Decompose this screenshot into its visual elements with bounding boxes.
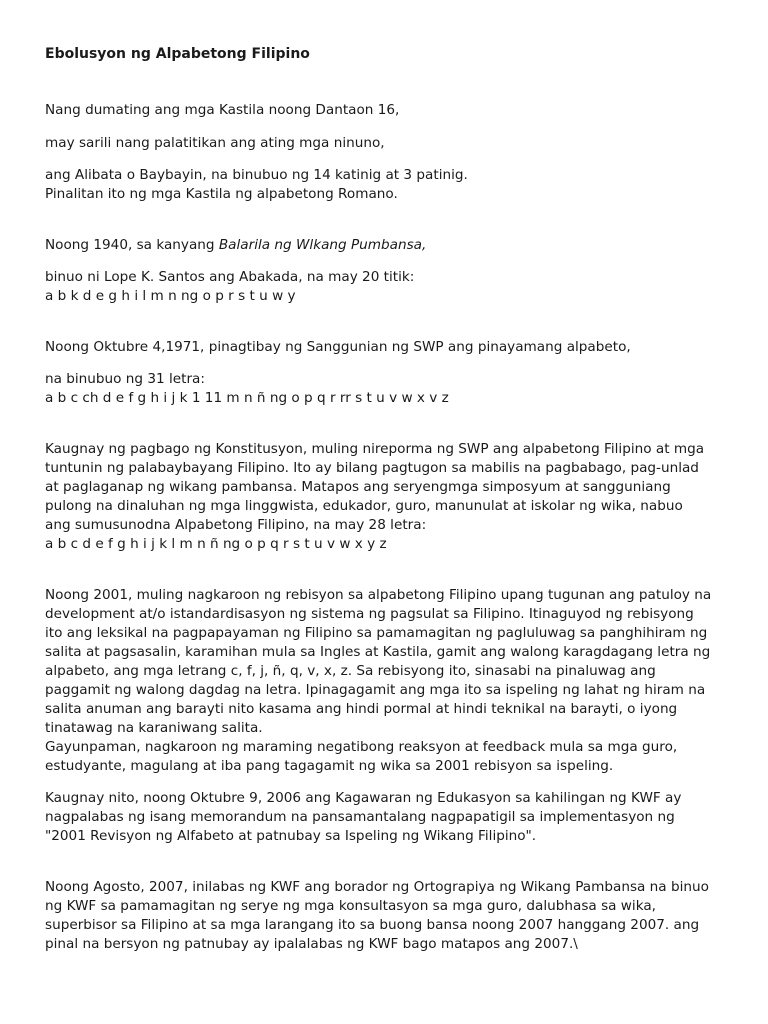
paragraph-1 — [45, 101, 399, 120]
paragraph-8 — [45, 440, 704, 554]
text-line: ang sumusunodna Alpabetong Filipino, na may 28 letra: — [45, 517, 427, 533]
text-line: alpabeto, ang mga letrang c, f, j, ñ, q, v, x, z. Sa rebisyong ito, sinasabi na pinaluwag ang — [45, 663, 656, 679]
text-line: tuntunin ng palabaybayang Filipino. Ito ay bilang pagtugon sa mabilis na pagbabago, pag-unlad — [45, 460, 699, 476]
text-line: Noong Agosto, 2007, inilabas ng KWF ang borador ng Ortograpiya ng Wikang Pambansa na binuo — [45, 879, 709, 895]
paragraph-4 — [45, 236, 426, 255]
text-line: at paglaganap ng wikang pambansa. Matapos ang seryengmga simposyum at sangguniang — [45, 479, 671, 495]
text-line: "2001 Revisyon ng Alfabeto at patnubay sa Ispeling ng Wikang Filipino". — [45, 828, 537, 844]
document-title: Ebolusyon ng Alpabetong Filipino — [45, 46, 310, 62]
paragraph-7 — [45, 370, 449, 408]
text-line: salita anuman ang barayti nito kasama ang hindi pormal at hindi teknikal na barayti, o iyong — [45, 701, 678, 717]
text-line: development at/o istandardisasyon ng sistema ng pagsulat sa Filipino. Itinaguyod ng rebisyong — [45, 606, 694, 622]
text-line: Kaugnay nito, noong Oktubre 9, 2006 ang Kagawaran ng Edukasyon sa kahilingan ng KWF ay — [45, 790, 682, 806]
text-prefix: Noong 1940, sa kanyang — [45, 237, 219, 253]
text-line: pinal na bersyon ng patnubay ay ipalalabas ng KWF bago matapos ang 2007.\ — [45, 936, 578, 952]
text-line: binuo ni Lope K. Santos ang Abakada, na may 20 titik: — [45, 269, 415, 285]
text-line: nagpalabas ng isang memorandum na pansamantalang nagpapatigil sa implementasyon ng — [45, 809, 675, 825]
text-line: pulong na dinaluhan ng mga linggwista, edukador, guro, manunulat at iskolar ng wika, nabuo — [45, 498, 683, 514]
text-line: na binubuo ng 31 letra: — [45, 371, 205, 387]
text-line: ng KWF sa pamamagitan ng serye ng mga konsultasyon sa mga guro, dalubhasa sa wika, — [45, 898, 656, 914]
text-line: Nang dumating ang mga Kastila noong Dantaon 16, — [45, 102, 400, 118]
text-line: paggamit ng walong dagdag na letra. Ipinagagamit ang mga ito sa ispeling ng lahat ng hiram na — [45, 682, 706, 698]
text-line: Kaugnay ng pagbago ng Konstitusyon, muling nireporma ng SWP ang alpabetong Filipino at mga — [45, 441, 705, 457]
paragraph-11 — [45, 878, 709, 954]
paragraph-10 — [45, 789, 681, 846]
text-line: ang Alibata o Baybayin, na binubuo ng 14 katinig at 3 patinig. — [45, 167, 468, 183]
text-line: superbisor sa Filipino at sa mga larangang ito sa buong bansa noong 2007 hanggang 2007. ang — [45, 917, 700, 933]
text-line: Gayunpaman, nagkaroon ng maraming negatibong reaksyon at feedback mula sa mga guro, — [45, 739, 678, 755]
text-line: estudyante, magulang at iba pang tagagamit ng wika sa 2001 rebisyon sa ispeling. — [45, 758, 614, 774]
text-line: Noong Oktubre 4,1971, pinagtibay ng Sanggunian ng SWP ang pinayamang alpabeto, — [45, 339, 631, 355]
text-line: may sarili nang palatitikan ang ating mga ninuno, — [45, 135, 385, 151]
alphabet-line: a b c ch d e f g h i j k 1 11 m n ñ ng o p q r rr s t u v w x v z — [45, 390, 449, 406]
text-line: Pinalitan ito ng mga Kastila ng alpabetong Romano. — [45, 186, 398, 202]
text-line: salita at pagsasalin, karamihan mula sa Ingles at Kastila, gamit ang walong karagdagang letra ng — [45, 644, 711, 660]
paragraph-9 — [45, 586, 711, 776]
paragraph-6 — [45, 338, 631, 357]
alphabet-line: a b k d e g h i l m n ng o p r s t u w y — [45, 288, 296, 304]
book-title: Balarila ng Wlkang Pumbansa, — [218, 237, 427, 253]
text-line: ito ang leksikal na pagpapayaman ng Filipino sa pamamagitan ng pagluluwag sa panghihiram ng — [45, 625, 708, 641]
paragraph-5 — [45, 268, 414, 306]
text-line: tinatawag na karaniwang salita. — [45, 720, 263, 736]
text-line — [45, 236, 426, 255]
text-line: Noong 2001, muling nagkaroon ng rebisyon sa alpabetong Filipino upang tugunan ang patuloy na — [45, 587, 712, 603]
paragraph-3 — [45, 166, 468, 204]
alphabet-line: a b c d e f g h i j k l m n ñ ng o p q r s t u v w x y z — [45, 536, 387, 552]
paragraph-2 — [45, 134, 385, 153]
